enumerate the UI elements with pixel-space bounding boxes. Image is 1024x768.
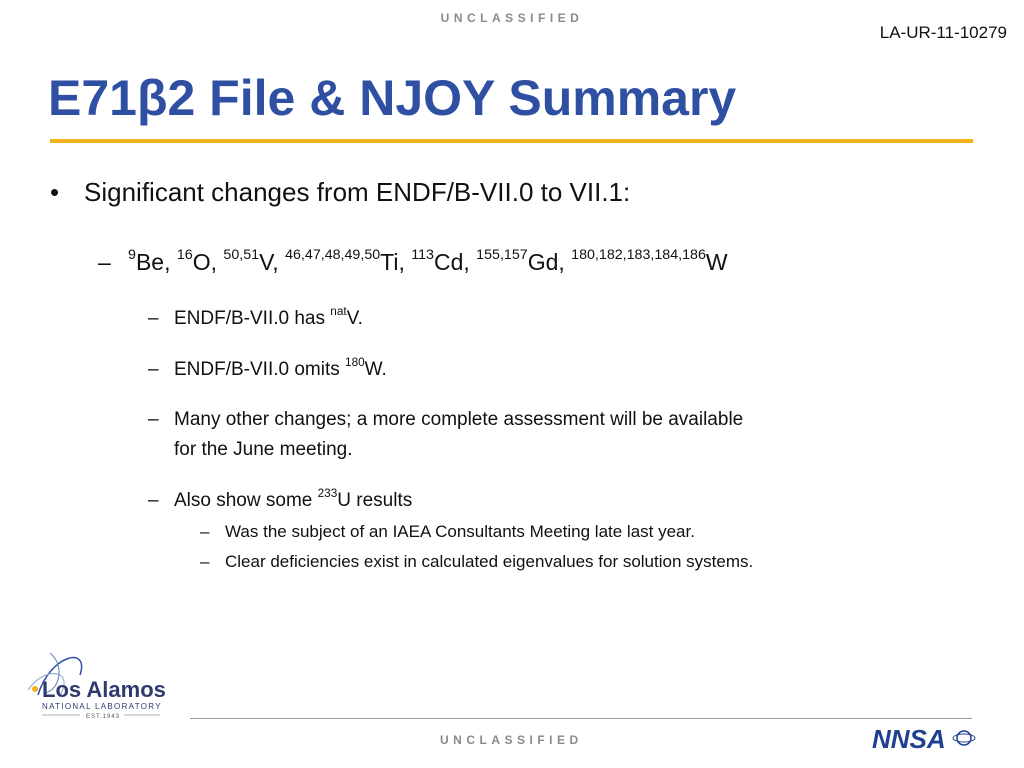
superscript: 180 bbox=[345, 355, 365, 369]
dash-marker: – bbox=[200, 522, 210, 541]
dash-marker: – bbox=[148, 409, 159, 430]
dash-marker: – bbox=[148, 490, 159, 511]
superscript: 233 bbox=[317, 486, 338, 500]
nuclide-symbol: W bbox=[705, 249, 728, 275]
bullet-marker: • bbox=[50, 177, 60, 207]
text-segment: ENDF/B-VII.0 omits bbox=[174, 359, 346, 380]
sub-sub-bullet-text: Was the subject of an IAEA Consultants Meeting late last year. bbox=[225, 522, 695, 541]
nuclide-mass: 113 bbox=[411, 247, 434, 264]
sub-sub-bullet-text: Clear deficiencies exist in calculated eigenvalues for solution systems. bbox=[225, 552, 754, 571]
text-segment: V. bbox=[346, 308, 363, 329]
title-underline bbox=[50, 139, 973, 143]
lanl-name: Los Alamos bbox=[42, 677, 166, 702]
sub-bullet-text bbox=[174, 488, 412, 513]
nuclide-symbol: V, bbox=[259, 249, 279, 275]
sub-bullet-text-line2: for the June meeting. bbox=[174, 439, 353, 460]
text-segment: Also show some bbox=[174, 490, 318, 511]
nuclide-symbol: O, bbox=[192, 249, 217, 275]
classification-footer: UNCLASSIFIED bbox=[440, 733, 583, 747]
dash-marker: – bbox=[98, 249, 111, 275]
nuclide-symbol: Be, bbox=[135, 249, 171, 275]
nuclide-mass: 9 bbox=[128, 247, 136, 264]
sub-bullet-text bbox=[174, 306, 363, 331]
lanl-subtitle: NATIONAL LABORATORY bbox=[42, 702, 162, 711]
lanl-est: EST.1943 bbox=[86, 714, 121, 720]
nuclide-mass: 50,51 bbox=[223, 247, 260, 264]
classification-header: UNCLASSIFIED bbox=[440, 11, 584, 25]
nuclide-list-text bbox=[128, 248, 728, 276]
nuclide-mass: 180,182,183,184,186 bbox=[571, 247, 706, 264]
footer-rule bbox=[190, 718, 972, 719]
bullet-main-text: Significant changes from ENDF/B-VII.0 to VII.1: bbox=[84, 177, 631, 207]
nuclide-mass: 16 bbox=[176, 247, 193, 264]
nnsa-logo bbox=[868, 723, 978, 758]
slide-title: E71β2 File & NJOY Summary bbox=[48, 70, 737, 126]
nuclide-mass: 46,47,48,49,50 bbox=[285, 247, 381, 264]
sub-bullet-text bbox=[174, 357, 387, 382]
text-segment: W. bbox=[364, 359, 387, 380]
dash-marker: – bbox=[148, 308, 159, 329]
dash-marker: – bbox=[148, 359, 159, 380]
superscript: nat bbox=[330, 304, 347, 318]
document-id: LA-UR-11-10279 bbox=[879, 23, 1007, 42]
sub-bullet-text-line1: Many other changes; a more complete assessment will be available bbox=[174, 409, 744, 430]
text-segment: ENDF/B-VII.0 has bbox=[174, 308, 331, 329]
lanl-swoosh-icon bbox=[20, 645, 190, 725]
nuclide-symbol: Ti, bbox=[380, 249, 405, 275]
nuclide-symbol: Cd, bbox=[433, 249, 470, 275]
nnsa-wordmark: NNSA bbox=[872, 724, 946, 753]
nuclide-symbol: Gd, bbox=[527, 249, 565, 275]
nnsa-emblem-icon bbox=[868, 723, 978, 753]
dash-marker: – bbox=[200, 552, 210, 571]
lanl-logo bbox=[20, 645, 190, 730]
text-segment: U results bbox=[337, 490, 413, 511]
nuclide-mass: 155,157 bbox=[476, 247, 528, 264]
